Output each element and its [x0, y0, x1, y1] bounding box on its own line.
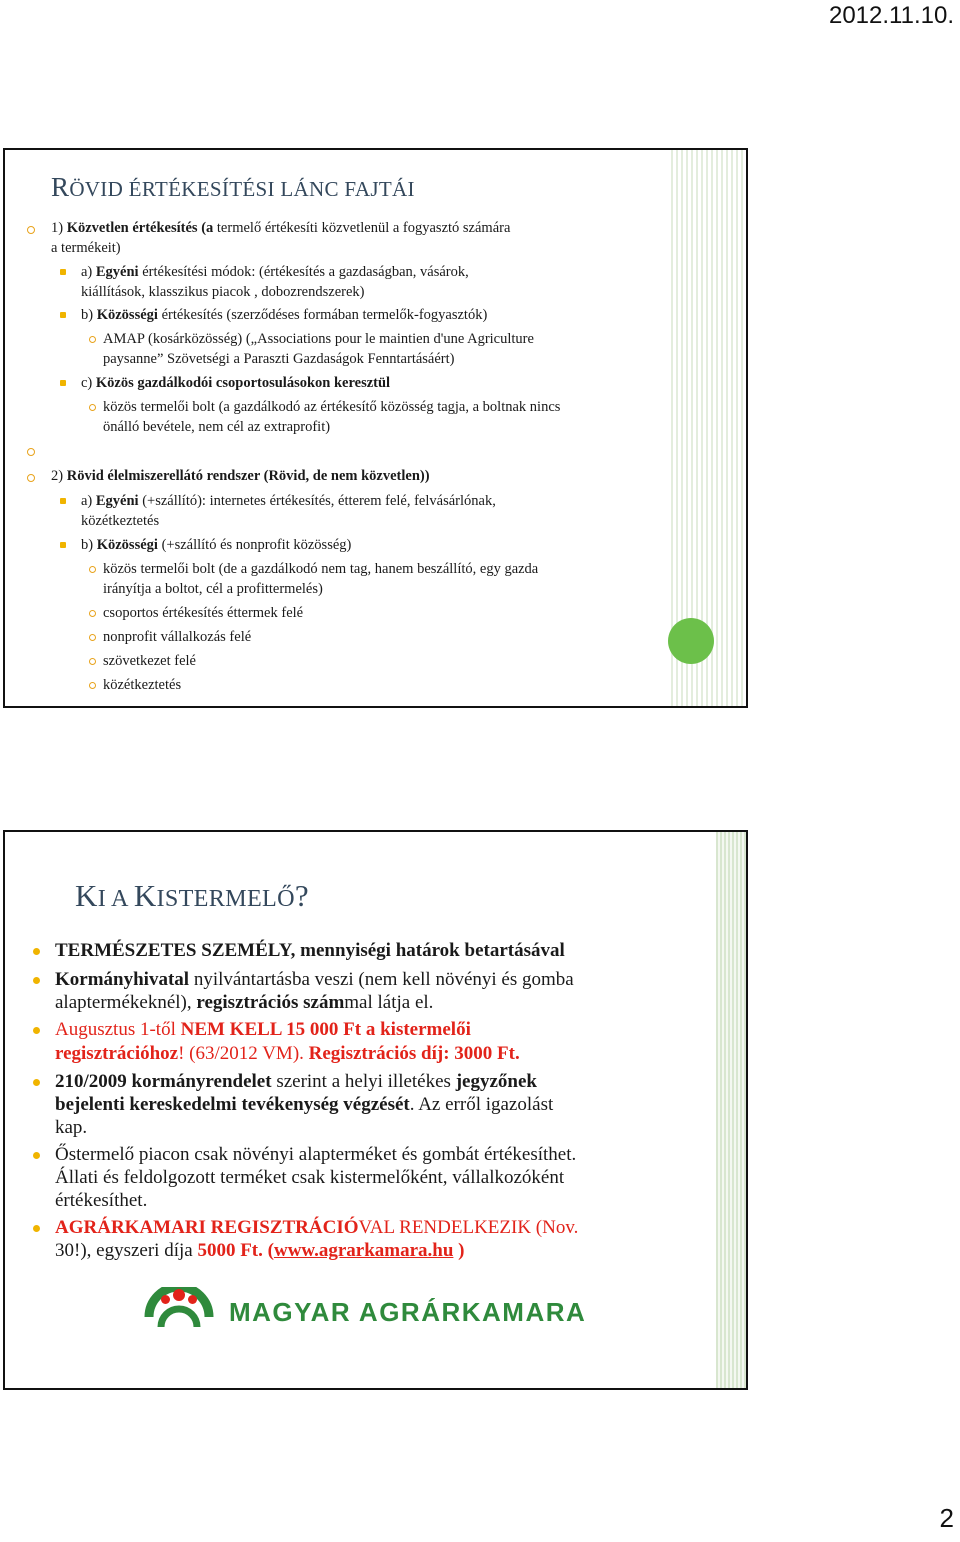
ring-bullet-icon — [89, 682, 96, 689]
list-item: AMAP (kosárközösség) („Associations pour le maintien d'une Agriculture — [103, 331, 534, 347]
ring-bullet-icon — [89, 658, 96, 665]
bullet-text: Kormányhivatal nyilvántartásba veszi (nem kell növényi és gomba — [55, 969, 574, 990]
bullet-icon — [33, 1225, 40, 1232]
ring-bullet-icon — [89, 404, 96, 411]
list-item: csoportos értékesítés éttermek felé — [103, 605, 304, 621]
logo-text: MAGYAR AGRÁRKAMARA — [229, 1297, 587, 1327]
ring-bullet-icon — [89, 610, 96, 617]
green-circle-decoration — [668, 618, 714, 664]
list-item: a) Egyéni értékesítési módok: (értékesítés a gazdaságban, vásárok, — [81, 264, 469, 280]
ring-bullet-icon — [89, 634, 96, 641]
square-bullet-icon — [60, 380, 66, 386]
slide-title: KI A KISTERMELŐ? — [75, 878, 309, 913]
slide-2 — [3, 830, 748, 1390]
list-item: közös termelői bolt (a gazdálkodó az értékesítő közösség tagja, a boltnak nincs — [103, 399, 561, 415]
logo-emblem-icon — [143, 1287, 215, 1335]
list-item-cont: irányítja a boltot, cél a profittermelés) — [103, 581, 323, 597]
ring-bullet-icon — [27, 226, 35, 234]
list-item: a) Egyéni (+szállító): internetes értékesítés, étterem felé, felvásárlónak, — [81, 493, 496, 509]
bullet-icon — [33, 1079, 40, 1086]
list-item: b) Közösségi értékesítés (szerződéses formában termelők-fogyasztók) — [81, 307, 488, 323]
ring-bullet-icon — [27, 474, 35, 482]
list-item: közétkeztetés — [103, 677, 182, 693]
bullet-icon — [33, 1027, 40, 1034]
bullet-text-cont: értékesíthet. — [55, 1190, 148, 1211]
page-number: 2 — [939, 1503, 954, 1533]
slide-1 — [3, 148, 748, 708]
bullet-text-cont: kap. — [55, 1117, 88, 1138]
slide-stripes — [716, 832, 746, 1388]
bullet-text-cont: Állati és feldolgozott terméket csak kistermelőként, vállalkozóként — [55, 1167, 565, 1188]
list-item-cont: paysanne” Szövetségi a Paraszti Gazdaságok Fenntartásáért) — [103, 351, 455, 367]
bullet-text-cont: bejelenti kereskedelmi tevékenység végzését. Az erről igazolást — [55, 1094, 554, 1115]
bullet-text-cont: regisztrációhoz! (63/2012 VM). Regisztrációs díj: 3000 Ft. — [55, 1043, 520, 1064]
bullet-text-cont: alaptermékeknél), regisztrációs számmal látja el. — [55, 992, 434, 1013]
list-item: c) Közös gazdálkodói csoportosulásokon keresztül — [81, 375, 391, 391]
square-bullet-icon — [60, 498, 66, 504]
bullet-text: Őstermelő piacon csak növényi alapterméket és gombát értékesíthet. — [55, 1144, 577, 1165]
bullet-text: 210/2009 kormányrendelet szerint a helyi illetékes jegyzőnek — [55, 1071, 537, 1092]
bullet-text-cont: 30!), egyszeri díja 5000 Ft. (www.agrarkamara.hu ) — [55, 1240, 465, 1261]
bullet-icon — [33, 948, 40, 955]
list-item-cont: a termékeit) — [51, 240, 121, 256]
list-item: szövetkezet felé — [103, 653, 196, 669]
list-item: közös termelői bolt (de a gazdálkodó nem tag, hanem beszállító, egy gazda — [103, 561, 539, 577]
ring-bullet-icon — [89, 336, 96, 343]
page-date: 2012.11.10. — [828, 2, 954, 29]
bullet-text: Augusztus 1-től NEM KELL 15 000 Ft a kistermelői — [55, 1019, 471, 1040]
agrarkamara-logo — [143, 1287, 587, 1340]
square-bullet-icon — [60, 312, 66, 318]
list-item: nonprofit vállalkozás felé — [103, 629, 252, 645]
agrarkamara-link[interactable]: www.agrarkamara.hu — [273, 1240, 454, 1261]
list-item-cont: közétkeztetés — [81, 513, 160, 529]
square-bullet-icon — [60, 269, 66, 275]
list-item-cont: kiállítások, klasszikus piacok , dobozrendszerek) — [81, 284, 365, 300]
bullet-text: AGRÁRKAMARI REGISZTRÁCIÓVAL RENDELKEZIK (Nov. — [55, 1217, 579, 1238]
list-item: 1) Közvetlen értékesítés (a termelő értékesíti közvetlenül a fogyasztó számára — [51, 220, 511, 236]
bullet-icon — [33, 1152, 40, 1159]
bullet-text: TERMÉSZETES SZEMÉLY, mennyiségi határok betartásával — [55, 940, 565, 961]
bullet-icon — [33, 977, 40, 984]
ring-bullet-icon — [27, 448, 35, 456]
square-bullet-icon — [60, 542, 66, 548]
list-item: b) Közösségi (+szállító és nonprofit közösség) — [81, 537, 352, 553]
list-item-cont: önálló bevétele, nem cél az extraprofit) — [103, 419, 331, 435]
slide-title: RÖVID ÉRTÉKESÍTÉSI LÁNC FAJTÁI — [51, 172, 415, 202]
list-item: 2) Rövid élelmiszerellátó rendszer (Rövid, de nem közvetlen)) — [51, 468, 430, 484]
ring-bullet-icon — [89, 566, 96, 573]
